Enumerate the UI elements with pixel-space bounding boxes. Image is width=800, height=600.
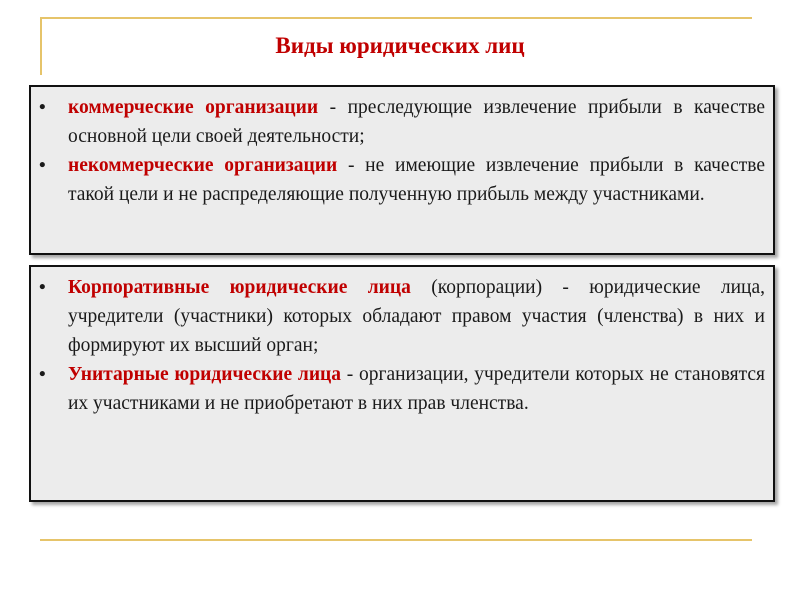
term-unitary: Унитарные юридические лица — [68, 364, 342, 385]
legal-entity-structure-box — [29, 265, 775, 502]
definition-text: (корпорации) - юридические лица, учредители (участники) которых обладают правом участия (членства) в них и формируют их высший орган; — [68, 277, 765, 356]
list-item-corporate — [31, 273, 765, 360]
term-noncommercial: некоммерческие организации — [68, 155, 338, 176]
structure-list — [31, 267, 773, 418]
definition-text: - не имеющие извлечение прибыли в качестве такой цели и не распределяющие полученную прибыль между участниками. — [68, 155, 765, 205]
bullet: • — [39, 277, 46, 298]
bullet: • — [39, 364, 46, 385]
slide-title: Виды юридических лиц — [275, 33, 525, 58]
definition-text: - организации, учредители которых не становятся их участниками и не приобретают в них прав членства. — [68, 364, 765, 414]
definition-text: - преследующие извлечение прибыли в качестве основной цели своей деятельности; — [68, 97, 765, 147]
bullet: • — [39, 97, 46, 118]
legal-entity-purpose-box — [29, 85, 775, 255]
purpose-list — [31, 87, 773, 209]
list-item-unitary — [31, 360, 765, 418]
bullet: • — [39, 155, 46, 176]
decorative-bottom-line — [40, 539, 752, 541]
decorative-top-line — [40, 17, 752, 19]
term-commercial: коммерческие организации — [68, 97, 319, 118]
term-corporate: Корпоративные юридические лица — [68, 277, 411, 298]
list-item-commercial — [31, 93, 765, 151]
list-item-noncommercial — [31, 151, 765, 209]
